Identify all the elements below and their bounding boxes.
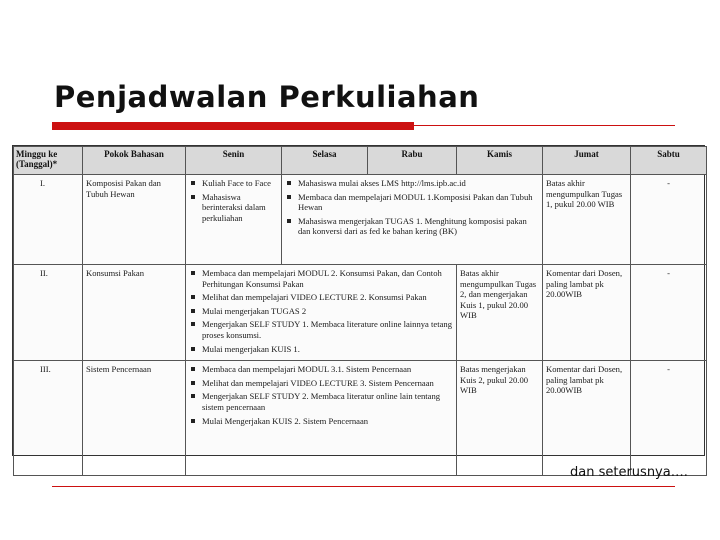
row-topic: Konsumsi Pakan <box>83 265 186 361</box>
list-item: Kuliah Face to Face <box>189 178 278 189</box>
row-week: I. <box>14 175 83 265</box>
header-saturday: Sabtu <box>631 147 707 175</box>
table-row <box>14 361 707 476</box>
row-friday: Komentar dari Dosen, paling lambat pk 20.00WIB <box>543 265 631 361</box>
table-row <box>14 175 707 265</box>
title-underline <box>52 122 675 130</box>
list-item: Mulai Mengerjakan KUIS 2. Sistem Pencernaan <box>189 416 453 427</box>
row-week: II. <box>14 265 83 361</box>
header-topic: Pokok Bahasan <box>83 147 186 175</box>
header-week: Minggu ke (Tanggal)* <box>14 147 83 175</box>
footer-note: dan seterusnya…. <box>570 465 688 480</box>
list-item: Mengerjakan SELF STUDY 2. Membaca literatur online lain tentang sistem pencernaan <box>189 391 453 412</box>
row-thursday: Batas akhir mengumpulkan Tugas 2, dan mengerjakan Kuis 1, pukul 20.00 WIB <box>457 265 543 361</box>
list-item: Mulai mengerjakan TUGAS 2 <box>189 306 453 317</box>
table-header-row <box>14 147 707 175</box>
header-monday: Senin <box>186 147 282 175</box>
list-item: Membaca dan mempelajari MODUL 2. Konsumsi Pakan, dan Contoh Perhitungan Konsumsi Pakan <box>189 268 453 289</box>
list-item: Melihat dan mempelajari VIDEO LECTURE 2. Konsumsi Pakan <box>189 292 453 303</box>
header-friday: Jumat <box>543 147 631 175</box>
footer-line <box>52 486 675 487</box>
header-thursday: Kamis <box>457 147 543 175</box>
table-row <box>14 265 707 361</box>
row-topic: Komposisi Pakan dan Tubuh Hewan <box>83 175 186 265</box>
title-underline-line <box>414 125 675 126</box>
row-topic: Sistem Pencernaan <box>83 361 186 476</box>
list-item: Mulai mengerjakan KUIS 1. <box>189 344 453 355</box>
row-saturday: - <box>631 361 707 476</box>
list-item: Membaca dan mempelajari MODUL 1.Komposisi Pakan dan Tubuh Hewan <box>285 192 539 213</box>
list-item: Mahasiswa mengerjakan TUGAS 1. Menghitung komposisi pakan dan konversi dari as fed ke bahan kering (BK) <box>285 216 539 237</box>
slide-title: Penjadwalan Perkuliahan <box>54 80 480 114</box>
schedule-table <box>12 145 705 456</box>
list-item: Membaca dan mempelajari MODUL 3.1. Sistem Pencernaan <box>189 364 453 375</box>
list-item: Mahasiswa mulai akses LMS http://lms.ipb.ac.id <box>285 178 539 189</box>
row-saturday: - <box>631 175 707 265</box>
list-item: Mahasiswa berinteraksi dalam perkuliahan <box>189 192 278 224</box>
row-week: III. <box>14 361 83 476</box>
row-friday: Batas akhir mengumpulkan Tugas 1, pukul 20.00 WIB <box>543 175 631 265</box>
row-thursday: Batas mengerjakan Kuis 2, pukul 20.00 WIB <box>457 361 543 476</box>
row-monday <box>186 175 282 265</box>
row-activities <box>186 361 457 476</box>
row-tue-wed-activities <box>282 175 543 265</box>
row-activities <box>186 265 457 361</box>
row-saturday: - <box>631 265 707 361</box>
header-tuesday: Selasa <box>282 147 368 175</box>
list-item: Melihat dan mempelajari VIDEO LECTURE 3. Sistem Pencernaan <box>189 378 453 389</box>
title-underline-bar <box>52 122 414 130</box>
row-friday: Komentar dari Dosen, paling lambat pk 20.00WIB <box>543 361 631 476</box>
list-item: Mengerjakan SELF STUDY 1. Membaca literature online lainnya tetang proses konsumsi. <box>189 319 453 340</box>
header-wednesday: Rabu <box>368 147 457 175</box>
